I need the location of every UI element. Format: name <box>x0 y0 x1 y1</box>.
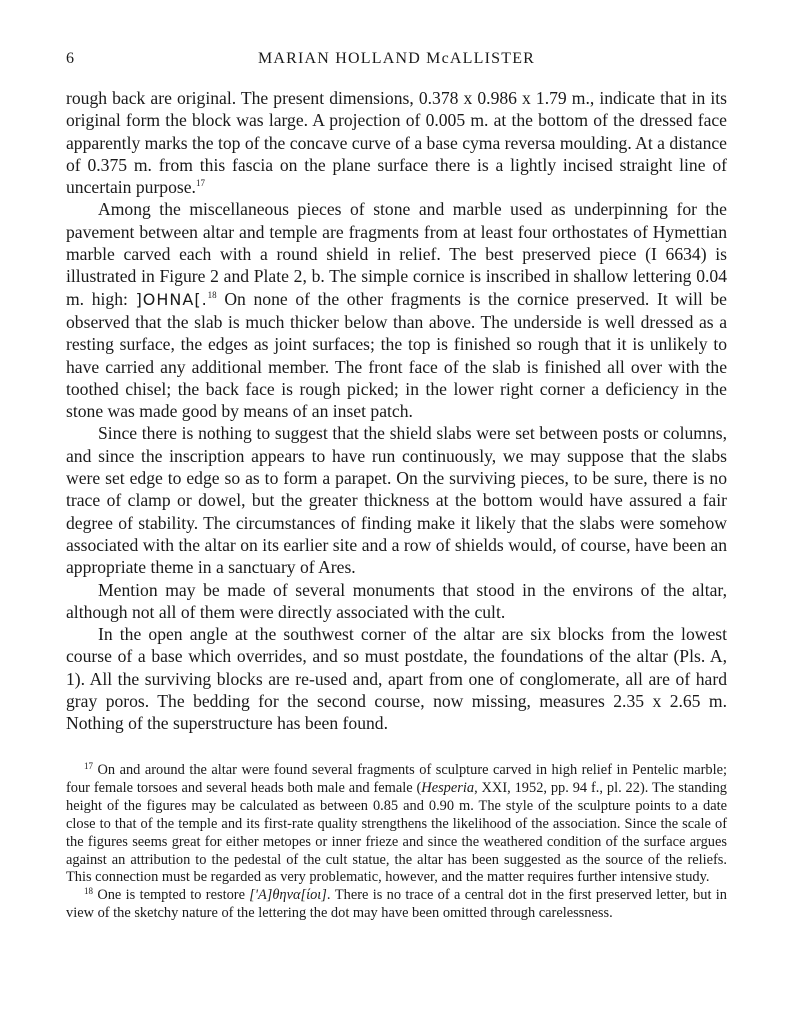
paragraph-1-text: rough back are original. The present dimensions, 0.378 x 0.986 x 1.79 m., indicate that in its original form the block was large. A projection of 0.005 m. at the bottom of the dressed face apparently marks the top of the concave curve of a base cyma reversa moulding. At a distance of 0.375 m. from this fascia on the plane surface there is a lightly incised straight line of uncertain purpose. <box>66 88 727 198</box>
footnote-17-text-a: On and around the altar were found several fragments of sculpture carved in high relief in Pentelic marble; four female torsoes and several heads both male and female ( <box>66 762 727 796</box>
paragraph-4: Mention may be made of several monuments that stood in the environs of the altar, although not all of them were directly associated with the cult. <box>66 579 727 622</box>
footnote-18-text-b: . There is no trace of a central dot in the first preserved letter, but in view of the sketchy nature of the lettering the dot may have been omitted through carelessness. <box>66 887 727 922</box>
running-title: MARIAN HOLLAND McALLISTER <box>257 50 536 67</box>
paragraph-2 <box>66 198 727 422</box>
paragraph-5: In the open angle at the southwest corner of the altar are six blocks from the lowest course of a base which overrides, and so must postdate, the foundations of the altar (Pls. A, 1). All the surviving blocks are re-used and, apart from one of conglomerate, all are of hard gray poros. The bedding for the second course, now missing, measures 2.35 x 2.65 m. Nothing of the superstructure has been found. <box>66 624 727 734</box>
paragraph-2-text-b: On none of the other fragments is the cornice preserved. It will be observed that the slab is much thicker below than above. The underside is well dressed as a resting surface, the edges as joint surfaces; the top is finished so rough that it is unlikely to have carried any additional member. The front face of the slab is finished all over with the toothed chisel; the back face is rough picked; in the lower right corner a deficiency in the stone was made good by means of an inset patch. <box>66 288 727 422</box>
footnote-17 <box>66 762 727 887</box>
footnote-18-number: 18 <box>84 886 93 897</box>
footnote-18-text-a: One is tempted to restore <box>97 887 245 904</box>
footnote-17-text-b: , XXI, 1952, pp. 94 f., pl. 22). The standing height of the figures may be calculated as between 0.85 and 0.90 m. The style of the sculpture points to a date close to that of the temple and its first-rate quality strengthens the likelihood of the association. Since the scale of the figures seems great for either metopes or inner frieze and since the weathered condition of the surface argues against an attribution to the pedestal of the cult statue, the altar has been suggested as the source of the reliefs. This connection must be regarded as very problematic, however, and the matter requires further intensive study. <box>66 779 727 886</box>
paragraph-2-text-a: Among the miscellaneous pieces of stone and marble used as underpinning for the pavement between altar and temple are fragments from at least four orthostates of Hymettian marble carved each with a round shield in relief. The best preserved piece (I 6634) is illustrated in Figure 2 and Plate 2, b. The simple cornice is inscribed in shallow lettering 0.04 m. high: <box>66 199 727 309</box>
inscription: ]OHNA[. <box>135 289 208 309</box>
footnote-18 <box>66 887 727 923</box>
paragraph-1 <box>66 87 727 198</box>
page-header <box>66 50 727 74</box>
paragraph-3: Since there is nothing to suggest that the shield slabs were set between posts or columns, and since the inscription appears to have run continuously, we may suppose that the slabs were set edge to edge so as to form a parapet. On the surviving pieces, to be sure, there is no trace of clamp or dowel, but the greater thickness at the bottom would have assured a fair degree of stability. The circumstances of finding make it likely that the slabs were somehow associated with the altar on its earlier site and a row of shields would, of course, have been an appropriate theme in a sanctuary of Ares. <box>66 423 727 578</box>
footnote-ref-17: 17 <box>195 178 205 189</box>
footnotes <box>66 762 727 923</box>
main-text <box>66 87 727 735</box>
page-number: 6 <box>66 50 75 67</box>
footnote-ref-18: 18 <box>207 289 217 300</box>
greek-restoration: ['A]θηνα[ίοι] <box>249 887 327 904</box>
footnote-17-number: 17 <box>84 761 93 771</box>
journal-title: Hesperia <box>421 779 475 796</box>
